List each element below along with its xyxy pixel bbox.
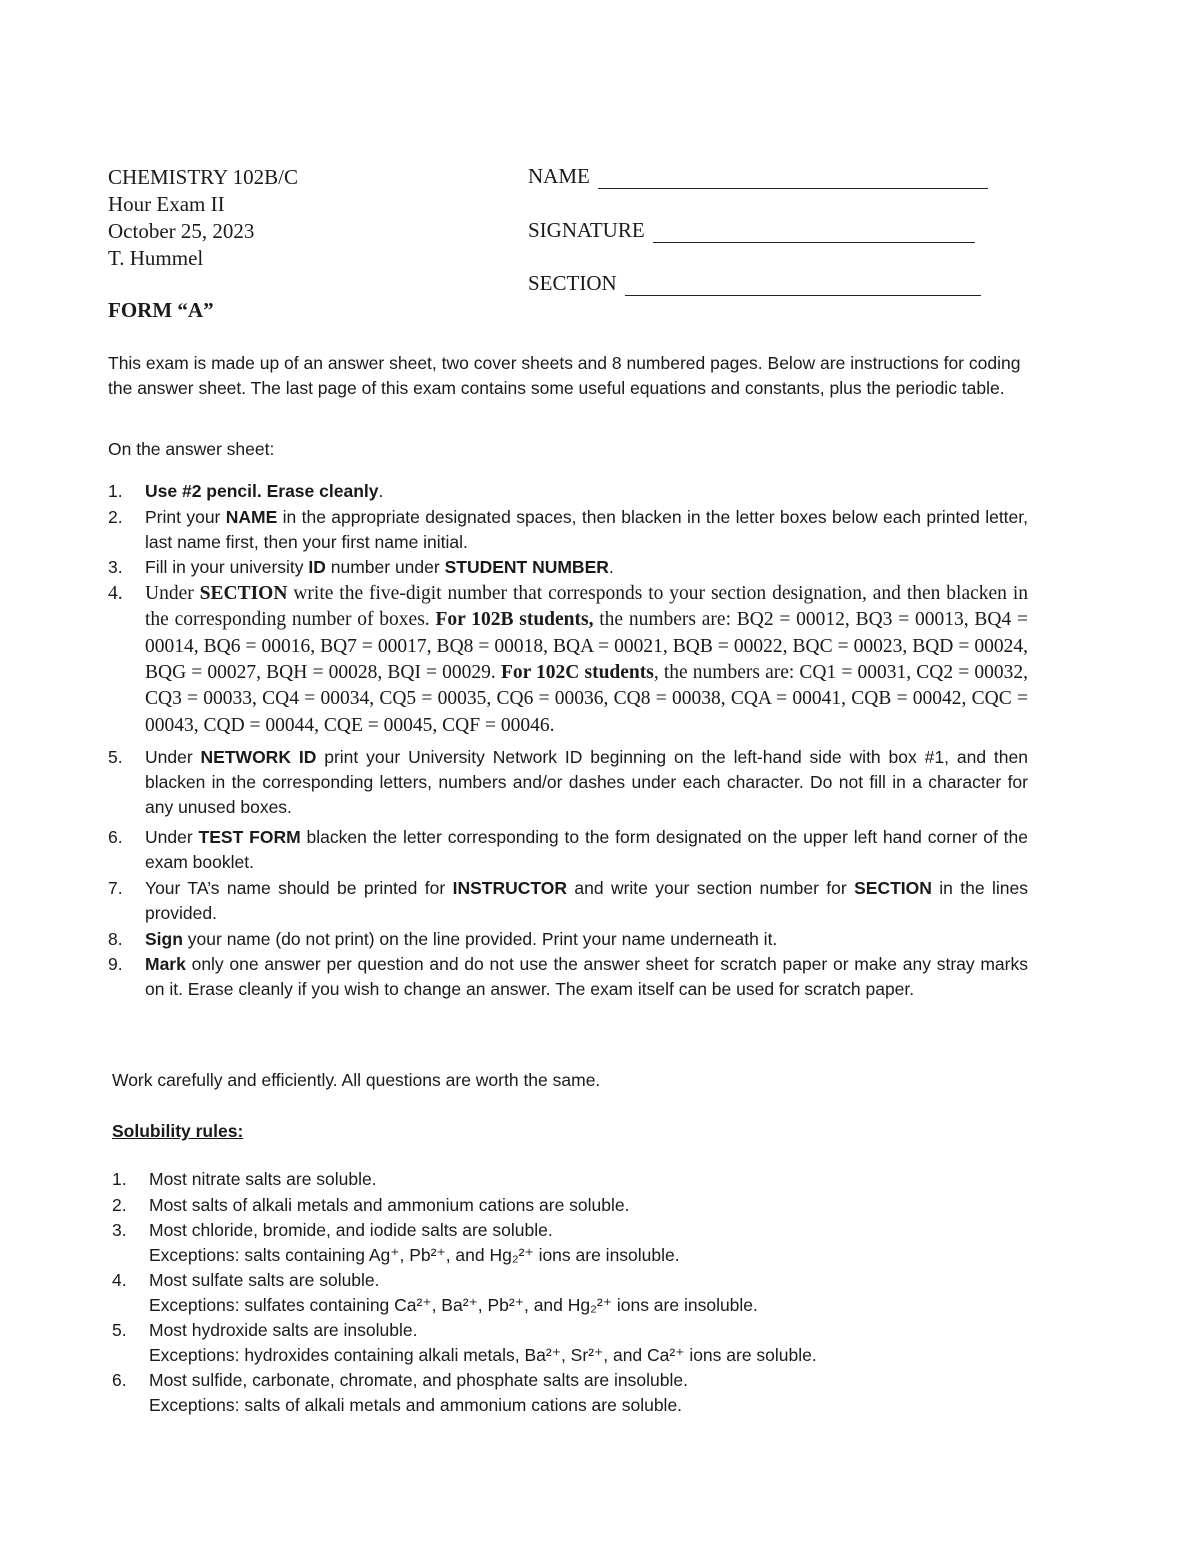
instructions-list xyxy=(108,479,1028,1003)
instruction-text xyxy=(145,825,1028,875)
section-field[interactable] xyxy=(528,271,981,296)
instruction-text xyxy=(145,876,1028,926)
instruction-item xyxy=(108,581,1028,739)
rule-body xyxy=(149,1368,992,1417)
rule-text: Most salts of alkali metals and ammonium cations are soluble. xyxy=(149,1194,630,1215)
rule-body xyxy=(149,1318,992,1367)
work-note: Work carefully and efficiently. All questions are worth the same. xyxy=(112,1070,601,1090)
plain-text: the numbers are: BQ2 = 00012, BQ3 = 00013, BQ4 = 00014, BQ6 = 00016, BQ7 = 00017, BQ8 = 00018, BQA = 00021, BQB = 00022, BQC = 00023, BQD = 00024, BQG = 00027, BQH = 00028, BQI = 00029. xyxy=(145,609,1028,684)
emphasis-text: INSTRUCTOR xyxy=(452,877,567,898)
emphasis-text: Use #2 pencil. Erase cleanly xyxy=(145,481,379,501)
section-label: SECTION xyxy=(528,271,617,295)
exam-date: October 25, 2023 xyxy=(108,219,255,243)
plain-text: and write your section number for xyxy=(566,877,855,898)
signature-label: SIGNATURE xyxy=(528,218,645,242)
plain-text: Under xyxy=(145,746,201,767)
instruction-number: 7. xyxy=(108,877,123,898)
instruction-text xyxy=(145,555,1028,580)
instruction-number: 8. xyxy=(108,928,123,949)
plain-text: print your University Network ID beginning on the left-hand side with box #1, and then blacken in the corresponding letters, numbers and/or dashes under each character. Do not fill in a character for any unused boxes. xyxy=(145,746,1028,817)
plain-text: blacken the letter corresponding to the form designated on the upper left hand corner of the exam booklet. xyxy=(145,827,1029,873)
emphasis-text: TEST FORM xyxy=(198,827,301,848)
instruction-number: 4. xyxy=(108,583,123,605)
emphasis-text: For 102C students xyxy=(500,662,654,684)
exam-name: Hour Exam II xyxy=(108,192,225,216)
plain-text: in the lines provided. xyxy=(145,877,1028,923)
section-line[interactable] xyxy=(625,279,981,296)
answer-sheet-heading: On the answer sheet: xyxy=(108,439,275,459)
rule-text: Most hydroxide salts are insoluble. xyxy=(149,1320,418,1340)
signature-line[interactable] xyxy=(653,226,975,243)
instruction-item xyxy=(108,825,1028,875)
instruction-text xyxy=(145,952,1028,1002)
plain-text: only one answer per question and do not use the answer sheet for scratch paper or make any stray marks on it. Erase cleanly if you wish to change an answer. The exam itself can be used for scratch paper. xyxy=(145,954,1028,1000)
emphasis-text: SECTION xyxy=(199,583,288,605)
intro-paragraph: This exam is made up of an answer sheet, two cover sheets and 8 numbered pages. Below are instructions for coding the answer sheet. The last page of this exam contains some useful equations and constants, plus the periodic table. xyxy=(108,353,1021,398)
instruction-number: 1. xyxy=(108,481,123,501)
instruction-item xyxy=(108,479,1028,504)
emphasis-text: SECTION xyxy=(854,877,932,898)
plain-text: Under xyxy=(145,583,200,605)
plain-text: , the numbers are: CQ1 = 00031, CQ2 = 00032, CQ3 = 00033, CQ4 = 00034, CQ5 = 00035, CQ6 = 00036, CQ8 = 00038, CQA = 00041, CQB = 00042, CQC = 00043, CQD = 00044, CQE = 00045, CQF = 00046. xyxy=(145,662,1028,736)
rule-number: 3. xyxy=(112,1220,127,1240)
rule-number: 2. xyxy=(112,1194,127,1215)
instruction-item xyxy=(108,876,1028,926)
rule-number: 1. xyxy=(112,1169,127,1189)
plain-text: in the appropriate designated spaces, then blacken in the letter boxes below each printed letter, last name first, then your first name initial. xyxy=(145,506,1029,552)
emphasis-text: NAME xyxy=(225,506,278,527)
rule-exception: Exceptions: salts of alkali metals and ammonium cations are soluble. xyxy=(149,1394,683,1415)
name-field[interactable] xyxy=(528,164,988,189)
rule-body xyxy=(149,1268,992,1317)
emphasis-text: Mark xyxy=(145,954,186,975)
rule-text: Most sulfate salts are soluble. xyxy=(149,1270,380,1290)
instruction-text xyxy=(145,927,1028,952)
signature-field[interactable] xyxy=(528,218,975,243)
instruction-number: 5. xyxy=(108,746,123,767)
instruction-number: 3. xyxy=(108,557,123,578)
solubility-title: Solubility rules: xyxy=(112,1121,244,1141)
solubility-rule xyxy=(112,1167,992,1192)
instruction-item xyxy=(108,745,1028,819)
instructor-name: T. Hummel xyxy=(108,246,204,270)
emphasis-text: Sign xyxy=(145,928,183,949)
rule-exception: Exceptions: salts containing Ag⁺, Pb²⁺, and Hg₂²⁺ ions are insoluble. xyxy=(149,1244,680,1265)
plain-text: . xyxy=(378,481,384,501)
instruction-number: 6. xyxy=(108,827,123,848)
solubility-rule xyxy=(112,1268,992,1317)
instruction-item xyxy=(108,927,1028,952)
instruction-text xyxy=(145,505,1028,555)
form-label: FORM “A” xyxy=(108,298,214,322)
plain-text: Print your xyxy=(145,506,226,527)
instruction-number: 9. xyxy=(108,954,123,975)
plain-text: your name (do not print) on the line provided. Print your name underneath it. xyxy=(182,928,778,949)
instruction-text xyxy=(145,479,1028,504)
plain-text: . xyxy=(608,557,614,578)
solubility-list xyxy=(112,1167,992,1418)
rule-text: Most sulfide, carbonate, chromate, and phosphate salts are insoluble. xyxy=(149,1370,688,1390)
emphasis-text: NETWORK ID xyxy=(200,746,317,767)
rule-number: 4. xyxy=(112,1270,127,1290)
instruction-text xyxy=(145,745,1028,819)
rule-body xyxy=(149,1167,992,1192)
solubility-rule xyxy=(112,1218,992,1267)
name-label: NAME xyxy=(528,164,590,188)
plain-text: Under xyxy=(145,827,199,848)
rule-number: 5. xyxy=(112,1320,127,1340)
course-title: CHEMISTRY 102B/C xyxy=(108,165,299,189)
rule-number: 6. xyxy=(112,1370,127,1390)
name-line[interactable] xyxy=(598,172,988,189)
emphasis-text: STUDENT NUMBER xyxy=(444,557,609,578)
solubility-rule xyxy=(112,1193,992,1218)
rule-body xyxy=(149,1218,992,1267)
instruction-number: 2. xyxy=(108,506,123,527)
plain-text: write the five-digit number that corresponds to your section designation, and then blacken in the corresponding number of boxes. xyxy=(145,583,1029,631)
instruction-item xyxy=(108,952,1028,1002)
instruction-item xyxy=(108,555,1028,580)
rule-exception: Exceptions: hydroxides containing alkali metals, Ba²⁺, Sr²⁺, and Ca²⁺ ions are soluble. xyxy=(149,1344,817,1365)
rule-exception: Exceptions: sulfates containing Ca²⁺, Ba²⁺, Pb²⁺, and Hg₂²⁺ ions are insoluble. xyxy=(149,1294,758,1315)
instruction-text xyxy=(145,581,1028,739)
solubility-rule xyxy=(112,1318,992,1367)
solubility-rule xyxy=(112,1368,992,1417)
plain-text: Fill in your university xyxy=(145,557,309,578)
rule-body xyxy=(149,1193,992,1218)
emphasis-text: ID xyxy=(308,557,326,578)
rule-text: Most nitrate salts are soluble. xyxy=(149,1169,377,1189)
plain-text: number under xyxy=(325,557,445,578)
instruction-item xyxy=(108,505,1028,555)
plain-text: Your TA’s name should be printed for xyxy=(145,877,453,898)
rule-text: Most chloride, bromide, and iodide salts are soluble. xyxy=(149,1220,553,1240)
emphasis-text: For 102B students, xyxy=(435,609,594,631)
exam-header xyxy=(108,164,298,272)
